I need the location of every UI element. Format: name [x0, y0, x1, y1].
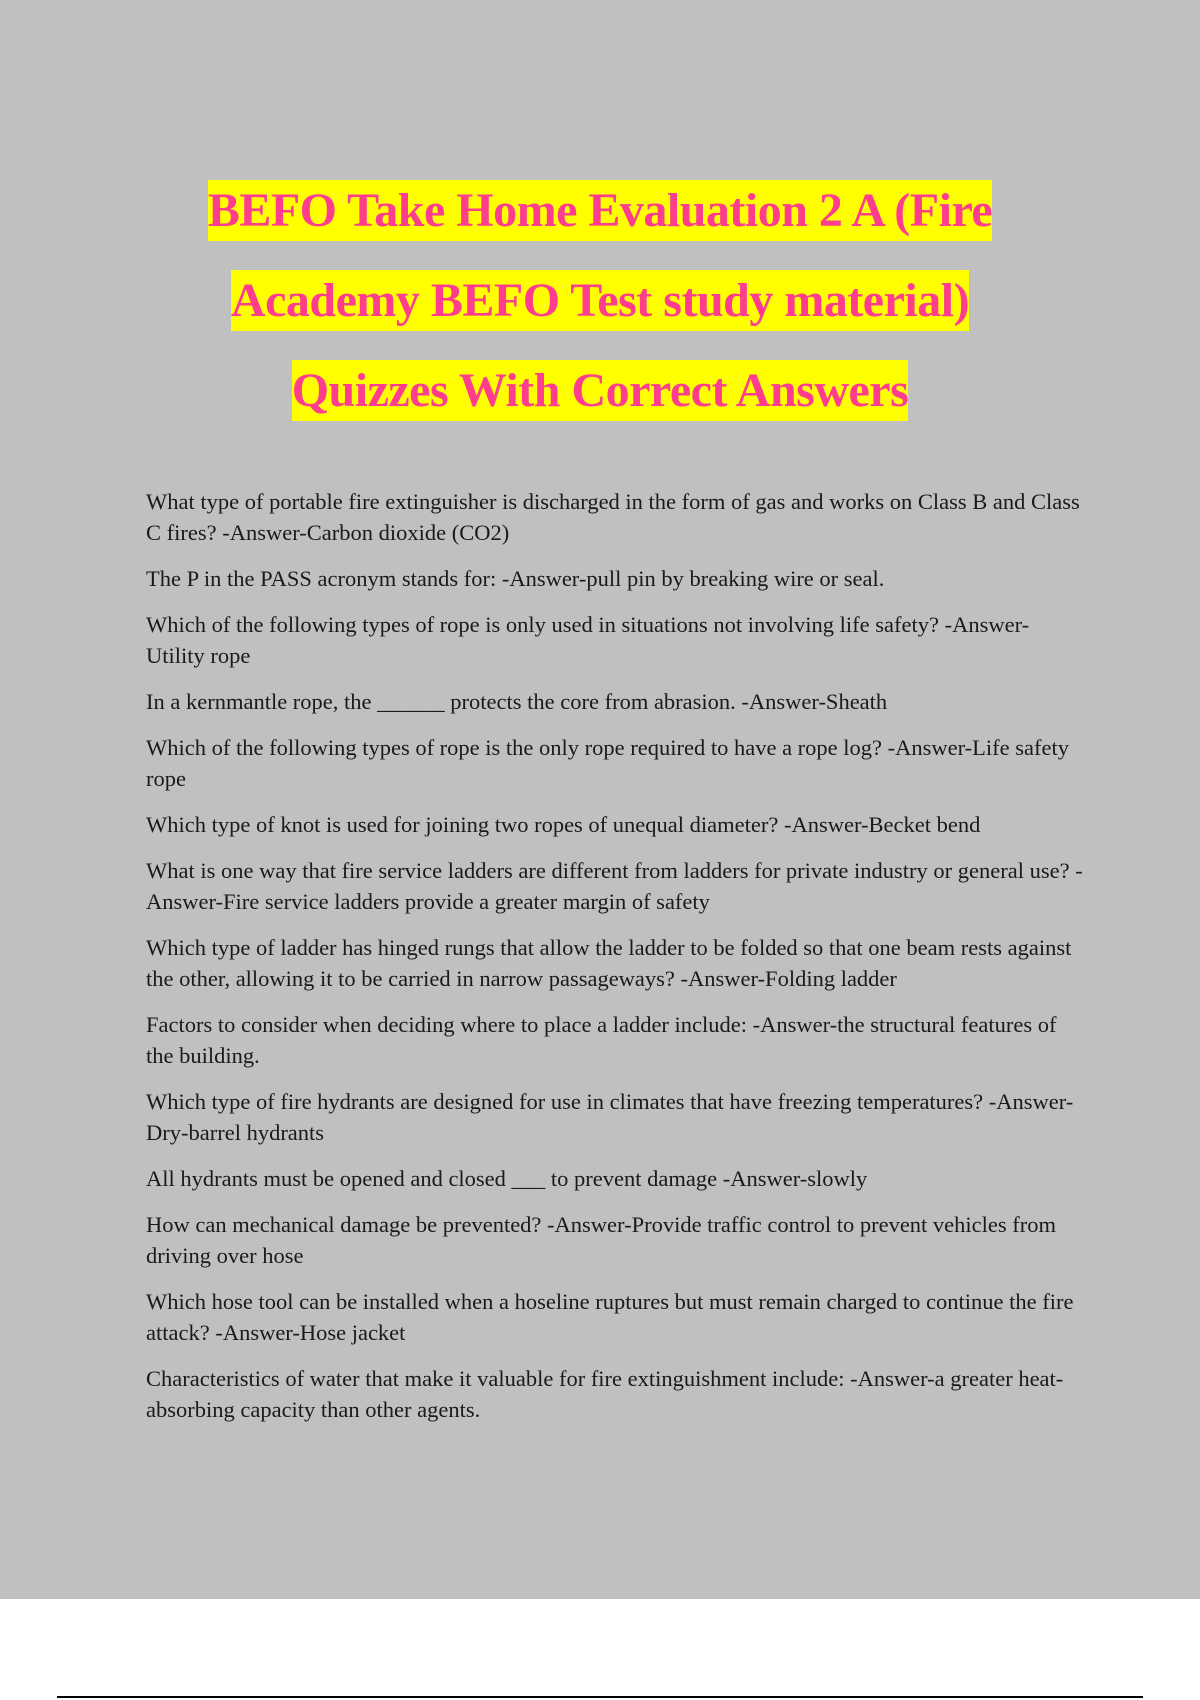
question-answer-item: In a kernmantle rope, the ______ protects the core from abrasion. -Answer-Sheath [146, 689, 888, 714]
title-line [0, 166, 1200, 256]
question-answer-item: Which of the following types of rope is the only rope required to have a rope log? -Answer-Life safety rope [146, 735, 1069, 791]
question-answer-item: What type of portable fire extinguisher is discharged in the form of gas and works on Class B and Class C fires? -Answer-Carbon dioxide (CO2) [146, 489, 1080, 545]
document-title [0, 166, 1200, 436]
question-answer-item: Which type of fire hydrants are designed for use in climates that have freezing temperatures? -Answer-Dry-barrel hydrants [146, 1089, 1074, 1145]
title-line-text: Academy BEFO Test study material) [231, 270, 969, 331]
question-answer-item: Which of the following types of rope is only used in situations not involving life safety? -Answer-Utility rope [146, 612, 1030, 668]
question-answer-item: All hydrants must be opened and closed ___ to prevent damage -Answer-slowly [146, 1166, 868, 1191]
footer-divider [57, 1696, 1143, 1698]
title-line-text: BEFO Take Home Evaluation 2 A (Fire [208, 180, 992, 241]
question-answer-item: Which hose tool can be installed when a hoseline ruptures but must remain charged to continue the fire attack? -Answer-Hose jacket [146, 1289, 1074, 1345]
question-answer-item: Which type of ladder has hinged rungs that allow the ladder to be folded so that one beam rests against the other, allowing it to be carried in narrow passageways? -Answer-Folding ladder [146, 935, 1072, 991]
question-answer-item: Which type of knot is used for joining two ropes of unequal diameter? -Answer-Becket bend [146, 812, 981, 837]
title-line-text: Quizzes With Correct Answers [292, 360, 909, 421]
question-answer-item: What is one way that fire service ladders are different from ladders for private industry or general use? -Answer-Fire service ladders provide a greater margin of safety [146, 858, 1083, 914]
question-answer-item: How can mechanical damage be prevented? -Answer-Provide traffic control to prevent vehicles from driving over hose [146, 1212, 1057, 1268]
question-answer-item: Factors to consider when deciding where to place a ladder include: -Answer-the structural features of the building. [146, 1012, 1057, 1068]
question-answer-list [146, 486, 1086, 1440]
title-line [0, 346, 1200, 436]
question-answer-item: Characteristics of water that make it valuable for fire extinguishment include: -Answer-a greater heat-absorbing capacity than other agents. [146, 1366, 1064, 1422]
title-line [0, 256, 1200, 346]
question-answer-item: The P in the PASS acronym stands for: -Answer-pull pin by breaking wire or seal. [146, 566, 885, 591]
